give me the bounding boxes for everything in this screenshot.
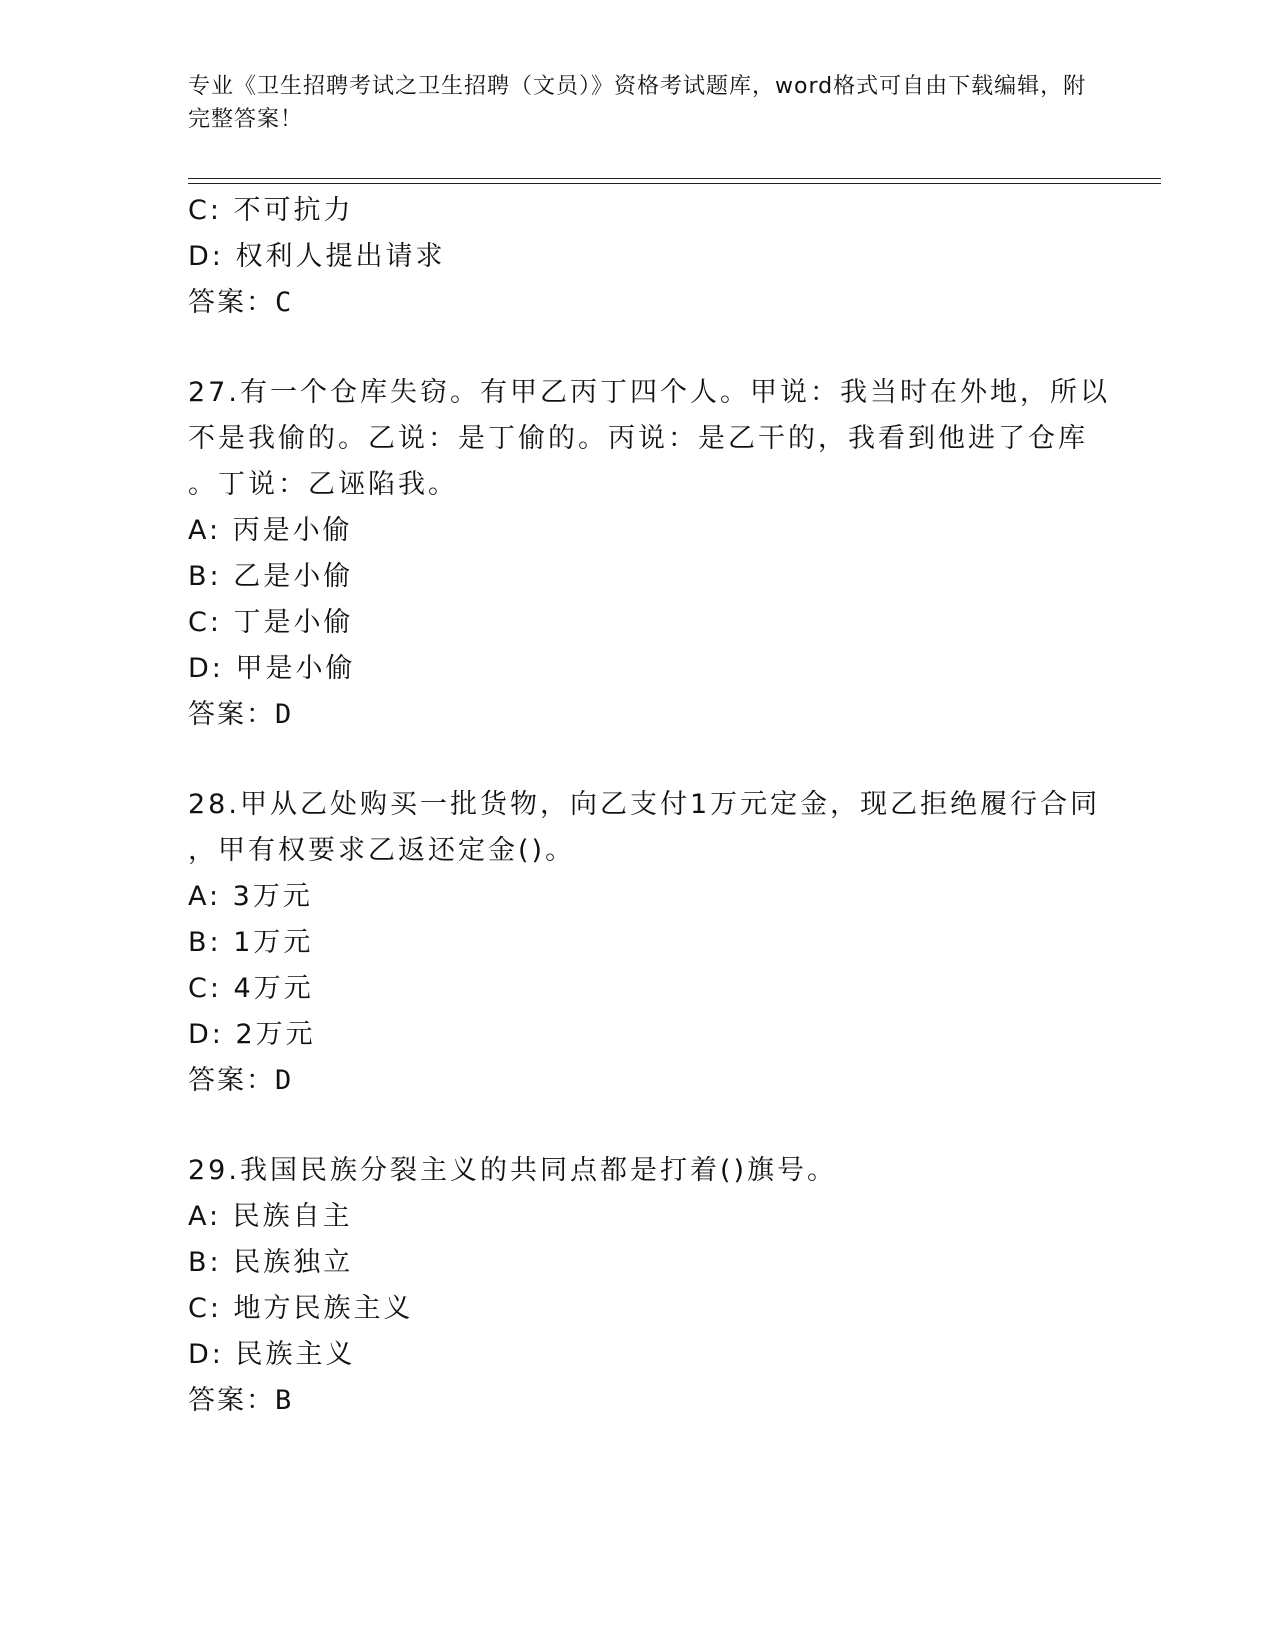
question-text: 不是我偷的。乙说：是丁偷的。丙说：是乙干的，我看到他进了仓库: [188, 423, 1088, 454]
question-text: 。丁说：乙诬陷我。: [188, 469, 458, 500]
option-a: A: 民族自主: [188, 1201, 353, 1232]
option-c: C: 地方民族主义: [188, 1293, 414, 1324]
answer-label: 答案：: [188, 1385, 275, 1416]
option-c: C: 不可抗力: [188, 195, 354, 226]
question-27: [188, 370, 1110, 738]
question-text: 28.甲从乙处购买一批货物，向乙支付1万元定金，现乙拒绝履行合同: [188, 789, 1101, 820]
question-list: [188, 188, 1110, 1424]
answer-value: B: [275, 1385, 294, 1416]
header-divider: [188, 178, 1161, 184]
answer-value: C: [275, 287, 294, 318]
answer-label: 答案：: [188, 699, 275, 730]
option-c: C: 4万元: [188, 973, 314, 1004]
option-b: B: 民族独立: [188, 1247, 354, 1278]
document-header: [188, 70, 1088, 136]
answer-value: D: [275, 699, 294, 730]
answer-label: 答案：: [188, 1065, 275, 1096]
question-text: 29.我国民族分裂主义的共同点都是打着()旗号。: [188, 1155, 838, 1186]
answer-label: 答案：: [188, 287, 275, 318]
option-d: D: 甲是小偷: [188, 653, 356, 684]
answer-line: [188, 1058, 1088, 1104]
option-b: B: 乙是小偷: [188, 561, 354, 592]
question-28: [188, 782, 1101, 1104]
answer-line: [188, 692, 1088, 738]
answer-line: [188, 280, 1088, 326]
header-title: 专业《卫生招聘考试之卫生招聘（文员）》资格考试题库，word格式可自由下载编辑，附完整答案！: [188, 74, 1087, 132]
option-d: D: 民族主义: [188, 1339, 356, 1370]
answer-value: D: [275, 1065, 294, 1096]
option-d: D: 权利人提出请求: [188, 241, 446, 272]
option-a: A: 丙是小偷: [188, 515, 353, 546]
question-text: ，甲有权要求乙返还定金()。: [188, 835, 576, 866]
question-29: [188, 1148, 1088, 1424]
option-a: A: 3万元: [188, 881, 313, 912]
question-text: 27.有一个仓库失窃。有甲乙丙丁四个人。甲说：我当时在外地，所以: [188, 377, 1110, 408]
option-c: C: 丁是小偷: [188, 607, 354, 638]
answer-line: [188, 1378, 1088, 1424]
option-d: D: 2万元: [188, 1019, 316, 1050]
question-26-partial: [188, 188, 1088, 326]
option-b: B: 1万元: [188, 927, 314, 958]
